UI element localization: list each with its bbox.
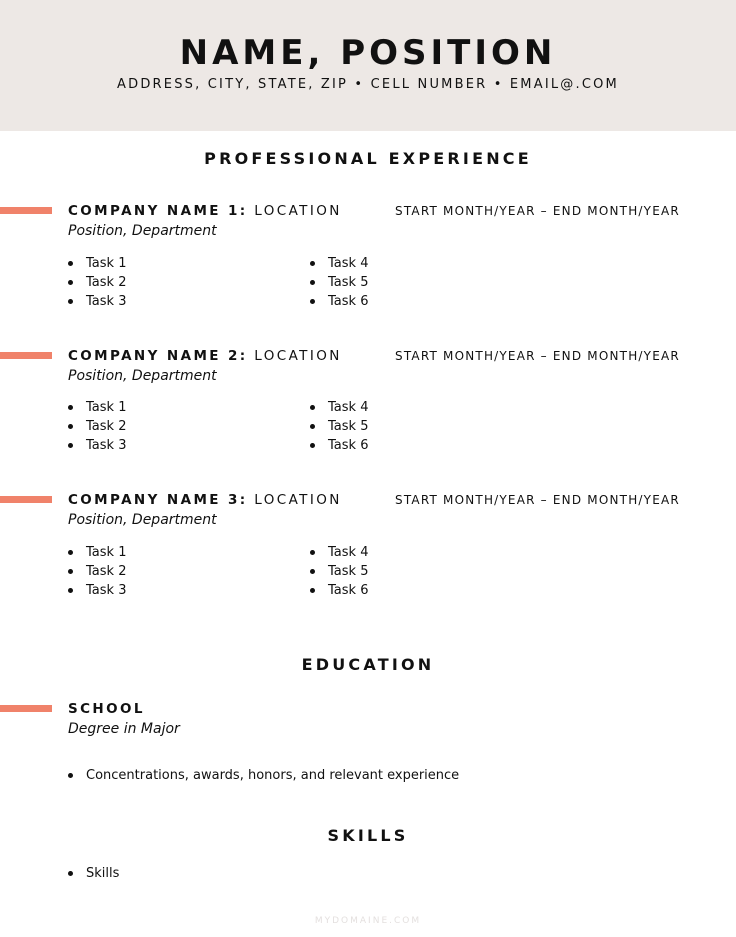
skill-item: Skills — [86, 865, 119, 882]
name-position-title: NAME, POSITION — [179, 33, 557, 73]
task-item: Task 1 — [86, 544, 126, 561]
task-item: Task 5 — [328, 418, 368, 435]
footer-watermark: MYDOMAINE.COM — [314, 916, 422, 926]
accent-bar — [0, 496, 52, 503]
bullet — [68, 443, 73, 448]
section-title-education: EDUCATION — [301, 655, 435, 674]
bullet — [68, 299, 73, 304]
task-item: Task 6 — [328, 293, 368, 310]
bullet — [310, 443, 315, 448]
accent-bar — [0, 207, 52, 214]
contact-line: ADDRESS, CITY, STATE, ZIP • CELL NUMBER • EMAIL@.COM — [117, 77, 619, 92]
task-item: Task 6 — [328, 437, 368, 454]
company-name: COMPANY NAME 2: — [68, 348, 248, 364]
bullet — [310, 405, 315, 410]
bullet — [310, 261, 315, 266]
school-heading — [68, 700, 145, 718]
job-position: Position, Department — [68, 223, 217, 239]
bullet — [310, 588, 315, 593]
company-heading — [68, 491, 342, 509]
task-item: Task 4 — [328, 544, 368, 561]
bullet — [68, 773, 73, 778]
bullet — [68, 424, 73, 429]
job-dates: START MONTH/YEAR – END MONTH/YEAR — [395, 493, 680, 507]
job-dates: START MONTH/YEAR – END MONTH/YEAR — [395, 349, 680, 363]
accent-bar — [0, 705, 52, 712]
bullet — [68, 280, 73, 285]
degree: Degree in Major — [68, 721, 180, 737]
bullet — [310, 424, 315, 429]
accent-bar — [0, 352, 52, 359]
header-banner — [0, 0, 736, 131]
task-item: Task 3 — [86, 582, 126, 599]
task-item: Task 4 — [328, 399, 368, 416]
task-item: Task 5 — [328, 563, 368, 580]
company-heading — [68, 347, 342, 365]
company-name: COMPANY NAME 1: — [68, 203, 248, 219]
task-item: Task 2 — [86, 563, 126, 580]
school-name: SCHOOL — [68, 701, 145, 717]
company-location: LOCATION — [254, 348, 342, 364]
task-item: Task 4 — [328, 255, 368, 272]
bullet — [68, 588, 73, 593]
bullet — [310, 550, 315, 555]
bullet — [310, 569, 315, 574]
company-location: LOCATION — [254, 203, 342, 219]
bullet — [310, 299, 315, 304]
bullet — [68, 550, 73, 555]
bullet — [310, 280, 315, 285]
bullet — [68, 261, 73, 266]
task-item: Task 3 — [86, 293, 126, 310]
task-item: Task 1 — [86, 255, 126, 272]
company-name: COMPANY NAME 3: — [68, 492, 248, 508]
bullet — [68, 871, 73, 876]
job-dates: START MONTH/YEAR – END MONTH/YEAR — [395, 204, 680, 218]
task-item: Task 2 — [86, 418, 126, 435]
task-item: Task 6 — [328, 582, 368, 599]
job-position: Position, Department — [68, 512, 217, 528]
section-title-skills: SKILLS — [327, 826, 409, 845]
task-item: Task 3 — [86, 437, 126, 454]
bullet — [68, 405, 73, 410]
task-item: Task 2 — [86, 274, 126, 291]
education-detail-item: Concentrations, awards, honors, and relevant experience — [86, 767, 459, 784]
company-location: LOCATION — [254, 492, 342, 508]
job-position: Position, Department — [68, 368, 217, 384]
company-heading — [68, 202, 342, 220]
task-item: Task 1 — [86, 399, 126, 416]
bullet — [68, 569, 73, 574]
section-title-experience: PROFESSIONAL EXPERIENCE — [204, 149, 532, 168]
task-item: Task 5 — [328, 274, 368, 291]
